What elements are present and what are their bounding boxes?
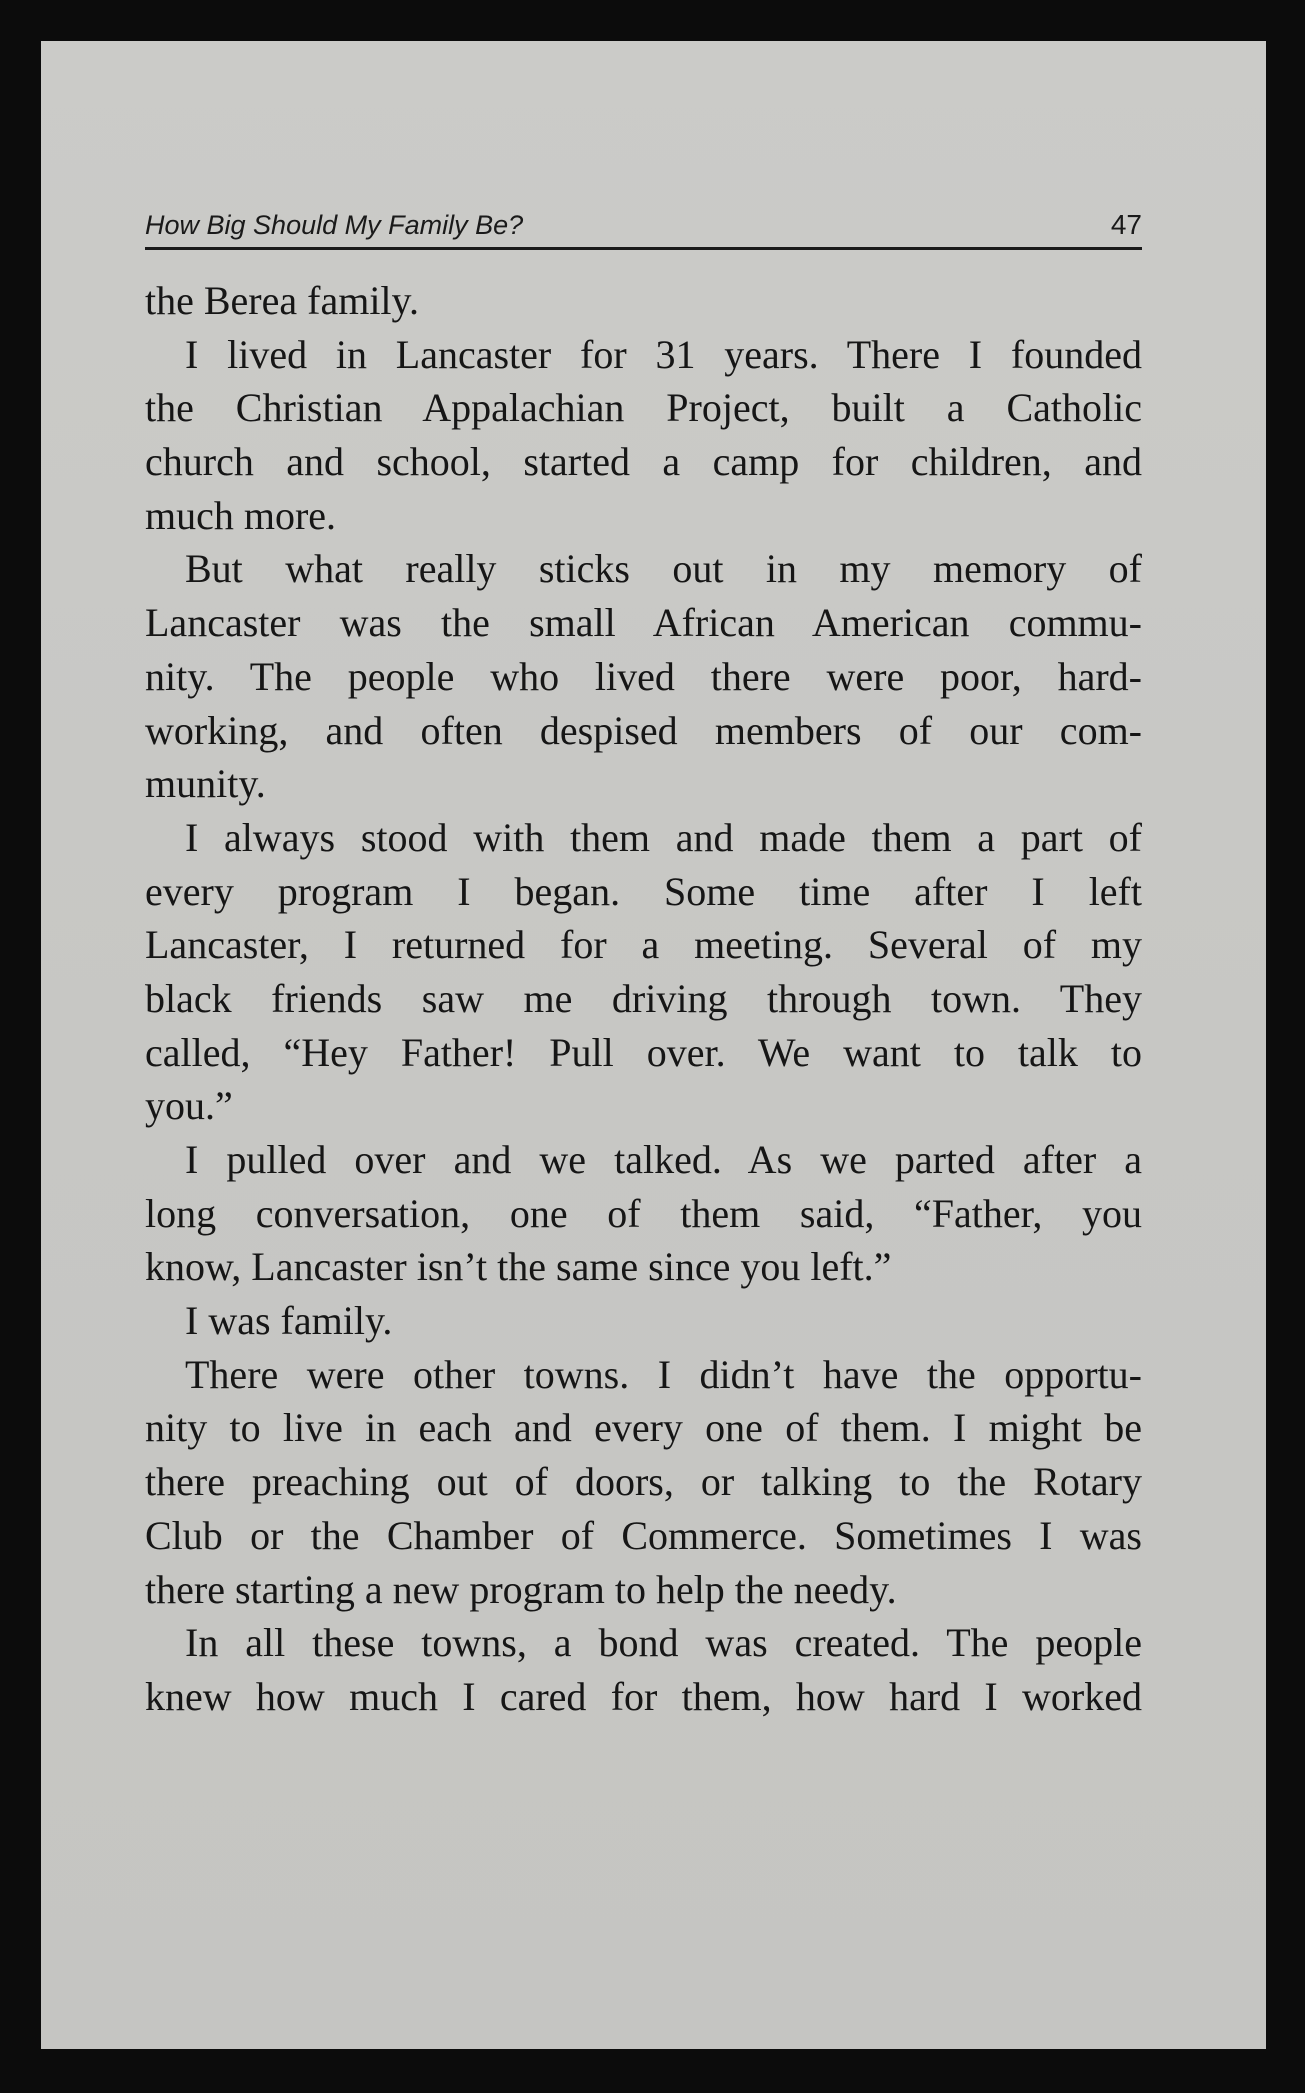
text-line: But what really sticks out in my memory of bbox=[185, 546, 1142, 592]
text-line: black friends saw me driving through town. They bbox=[145, 975, 1142, 1021]
text-line: Club or the Chamber of Commerce. Sometimes I was bbox=[145, 1512, 1142, 1558]
body-text bbox=[145, 274, 1142, 1724]
text-line: there preaching out of doors, or talking to the Rotary bbox=[145, 1459, 1142, 1505]
text-line: Lancaster, I returned for a meeting. Several of my bbox=[145, 922, 1142, 968]
text-line: I lived in Lancaster for 31 years. There I founded bbox=[185, 331, 1142, 377]
text-line: nity to live in each and every one of them. I might be bbox=[145, 1405, 1142, 1451]
book-title: How Big Should My Family Be? bbox=[145, 210, 524, 240]
text-line: long conversation, one of them said, “Father, you bbox=[145, 1190, 1142, 1236]
text-line: working, and often despised members of our com- bbox=[145, 707, 1142, 753]
text-line: much more. bbox=[145, 492, 337, 538]
text-line: nity. The people who lived there were poor, hard- bbox=[145, 653, 1142, 699]
text-line: the Christian Appalachian Project, built a Catholic bbox=[145, 385, 1142, 431]
running-head bbox=[145, 201, 1142, 250]
text-line: the Berea family. bbox=[145, 278, 419, 323]
text-line: I was family. bbox=[185, 1298, 393, 1344]
text-line: every program I began. Some time after I left bbox=[145, 868, 1142, 914]
page-number: 47 bbox=[1110, 209, 1142, 240]
text-line: I always stood with them and made them a part of bbox=[185, 814, 1142, 860]
text-line: there starting a new program to help the needy. bbox=[145, 1566, 897, 1612]
text-line: Lancaster was the small African American commu- bbox=[145, 600, 1142, 646]
text-line: you.” bbox=[145, 1083, 233, 1129]
text-line: munity. bbox=[145, 761, 266, 807]
text-line: church and school, started a camp for children, and bbox=[145, 439, 1142, 485]
text-line: There were other towns. I didn’t have the opportu- bbox=[185, 1351, 1142, 1397]
text-line: knew how much I cared for them, how hard I worked bbox=[145, 1673, 1142, 1719]
text-line: I pulled over and we talked. As we parted after a bbox=[185, 1137, 1142, 1182]
text-line: called, “Hey Father! Pull over. We want to talk to bbox=[145, 1029, 1142, 1075]
text-line: know, Lancaster isn’t the same since you left.” bbox=[145, 1244, 892, 1290]
text-line: In all these towns, a bond was created. The people bbox=[185, 1620, 1142, 1666]
